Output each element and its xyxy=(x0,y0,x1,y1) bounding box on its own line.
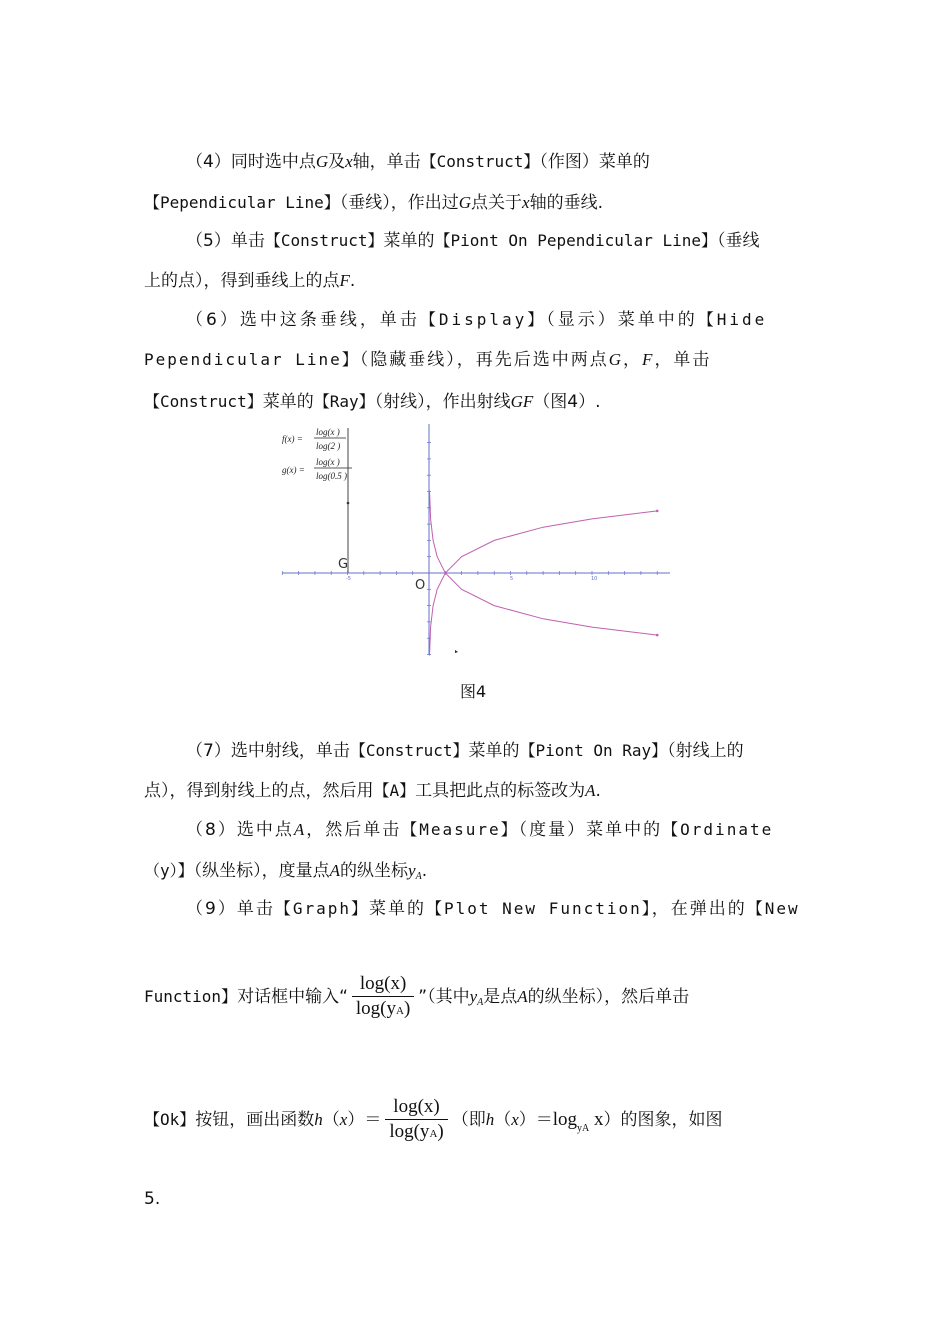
text: 【Pependicular Line】 xyxy=(144,193,340,212)
f-denominator: log(2 ) xyxy=(316,441,341,451)
text: ）的图象，如图 xyxy=(603,1110,723,1130)
text: 及 xyxy=(328,152,346,172)
text: （度量）菜单中的 xyxy=(518,820,663,840)
text: x xyxy=(589,1109,604,1130)
figure-4-graph xyxy=(280,420,672,660)
text: ）＝ xyxy=(518,1110,553,1130)
text: yA xyxy=(577,1123,590,1134)
paragraph-6-line-3 xyxy=(144,392,601,412)
text: A xyxy=(396,1004,404,1017)
paragraph-9-line-1 xyxy=(186,899,800,919)
text: 是点 xyxy=(483,987,518,1007)
text: 轴的垂线. xyxy=(529,193,603,213)
paragraph-9-line-2 xyxy=(144,970,689,1030)
text: （显示）菜单中的 xyxy=(546,310,698,330)
paragraph-7-line-1 xyxy=(186,741,744,761)
g-denominator: log(0.5 ) xyxy=(316,471,347,481)
text: 【Display】 xyxy=(419,310,547,329)
point-on-line xyxy=(347,502,350,505)
text: ) xyxy=(403,997,411,1019)
log-base-yA-x xyxy=(552,1109,604,1134)
f-curve xyxy=(430,511,658,656)
text: 菜单的 xyxy=(262,392,314,412)
tick-label-x-neg5: -5 xyxy=(346,576,351,582)
paragraph-9-line-3 xyxy=(144,1093,723,1150)
paragraph-4-line-2 xyxy=(144,193,603,213)
fraction-log-x-over-log-yA xyxy=(352,972,414,1023)
paragraph-4-line-1 xyxy=(186,152,650,172)
curve-end-point xyxy=(656,510,659,513)
numerator: log(x) xyxy=(352,972,414,997)
tick-label-x-10: 10 xyxy=(591,576,598,582)
text: Function】 xyxy=(144,987,238,1006)
paragraph-6-line-2 xyxy=(144,350,711,370)
text: 【Ray】 xyxy=(313,392,375,411)
text: 【Construct】 xyxy=(420,152,540,171)
text: 【Construct】 xyxy=(349,741,469,760)
text: 对话框中输入“ xyxy=(237,987,348,1007)
paragraph-5-line-2 xyxy=(144,271,355,291)
text: 【Piont On Pependicular Line】 xyxy=(434,231,717,250)
text: F xyxy=(339,271,350,290)
text: G xyxy=(458,193,472,212)
text: （作图）菜单的 xyxy=(539,152,650,172)
text: 菜单的 xyxy=(468,741,520,761)
text: ，单击 xyxy=(654,350,712,370)
text: log(y xyxy=(355,997,396,1019)
text: （4）同时选中点 xyxy=(186,152,316,172)
text: GF xyxy=(510,392,534,411)
text: A xyxy=(517,987,528,1006)
figure-caption: 图4 xyxy=(460,682,487,701)
text: y xyxy=(469,987,478,1006)
paragraph-5-line-1 xyxy=(186,231,760,251)
text: 的纵坐标 xyxy=(340,861,409,881)
text: 菜单的 xyxy=(369,899,426,919)
text: 点），得到射线上的点，然后用 xyxy=(144,781,374,801)
text: ， xyxy=(623,350,643,370)
paragraph-7-line-2 xyxy=(144,781,601,801)
text: （9）单击 xyxy=(186,899,275,919)
denominator xyxy=(352,997,414,1023)
text: （8）选中点 xyxy=(186,820,294,840)
point-O-label: O xyxy=(415,578,426,593)
paragraph-9-line-4 xyxy=(144,1189,160,1209)
text: （垂线 xyxy=(717,231,760,251)
text: （5）单击 xyxy=(186,231,265,251)
text: （ xyxy=(322,1110,340,1130)
text: ，在弹出的 xyxy=(651,899,747,919)
fraction-log-x-over-log-yA xyxy=(385,1095,447,1146)
text: A xyxy=(415,871,422,882)
text: . xyxy=(349,271,356,291)
point-G-label: G xyxy=(338,557,349,572)
g-label: g(x) = xyxy=(282,465,305,475)
text: ) xyxy=(437,1120,444,1142)
text: y xyxy=(408,861,416,880)
text: 工具把此点的标签改为 xyxy=(415,781,586,801)
text: A xyxy=(329,861,341,880)
paragraph-8-line-1 xyxy=(186,820,773,840)
text: log xyxy=(552,1109,578,1130)
text: ，然后单击 xyxy=(306,820,402,840)
text: x xyxy=(345,152,353,171)
g-curve xyxy=(430,491,658,636)
text: A xyxy=(429,1127,438,1140)
text: 的纵坐标），然后单击 xyxy=(527,987,690,1007)
text: （6）选中这条垂线，单击 xyxy=(186,310,420,330)
text: （垂线），作出过 xyxy=(339,193,459,213)
text: ）＝ xyxy=(347,1110,382,1130)
text: 【Hide xyxy=(697,310,768,329)
g-numerator: log(x ) xyxy=(316,457,340,467)
text: x xyxy=(522,193,530,212)
text: 【Construct】 xyxy=(144,392,263,411)
text: . xyxy=(595,781,601,801)
text: （即 xyxy=(451,1110,486,1130)
text: h xyxy=(485,1110,495,1129)
cursor-icon xyxy=(455,650,458,653)
text: 【Construct】 xyxy=(264,231,384,250)
text: 【Measure】 xyxy=(401,820,519,839)
tick-label-x-5: 5 xyxy=(510,576,514,582)
text: 【Graph】 xyxy=(274,899,369,918)
text: G xyxy=(315,152,329,171)
text: （隐藏垂线），再先后选中两点 xyxy=(359,350,609,370)
text: 菜单的 xyxy=(383,231,435,251)
text: Pependicular Line】 xyxy=(144,350,360,369)
text: 【New xyxy=(746,899,800,918)
text: 5. xyxy=(144,1189,161,1209)
text: A xyxy=(585,781,596,800)
text: 点关于 xyxy=(471,193,523,213)
text: h xyxy=(314,1110,323,1129)
text: 【Plot New Function】 xyxy=(426,899,652,918)
curve-end-point xyxy=(656,634,659,637)
text: （7）选中射线，单击 xyxy=(186,741,350,761)
f-label: f(x) = xyxy=(282,434,303,444)
text: 轴，单击 xyxy=(352,152,421,172)
text: x xyxy=(339,1110,348,1129)
text: . xyxy=(421,861,428,881)
text: （射线），作出射线 xyxy=(374,392,511,412)
text: log(y xyxy=(389,1120,430,1142)
numerator: log(x) xyxy=(385,1095,447,1120)
text: 【Piont On Ray】 xyxy=(519,741,668,760)
text: ”（其中 xyxy=(418,987,470,1007)
paragraph-6-line-1 xyxy=(186,310,767,330)
text: G xyxy=(608,350,624,369)
paragraph-8-line-2 xyxy=(144,861,427,887)
text: F xyxy=(642,350,655,369)
denominator xyxy=(385,1120,447,1146)
text: 【A】 xyxy=(373,781,416,800)
text: 上的点），得到垂线上的点 xyxy=(144,271,340,291)
text: A xyxy=(293,820,307,839)
f-numerator: log(x ) xyxy=(316,427,340,437)
text: 【Ordinate xyxy=(662,820,774,839)
text: （y）】 xyxy=(144,861,194,880)
text: 【Ok】 xyxy=(144,1110,196,1129)
text: 按钮，画出函数 xyxy=(195,1110,315,1130)
text: （ xyxy=(494,1110,512,1130)
text: （图4）. xyxy=(533,392,601,412)
text: （射线上的 xyxy=(667,741,744,761)
text: A xyxy=(477,997,484,1008)
text: （纵坐标），度量点 xyxy=(193,861,330,881)
text: x xyxy=(511,1110,519,1129)
